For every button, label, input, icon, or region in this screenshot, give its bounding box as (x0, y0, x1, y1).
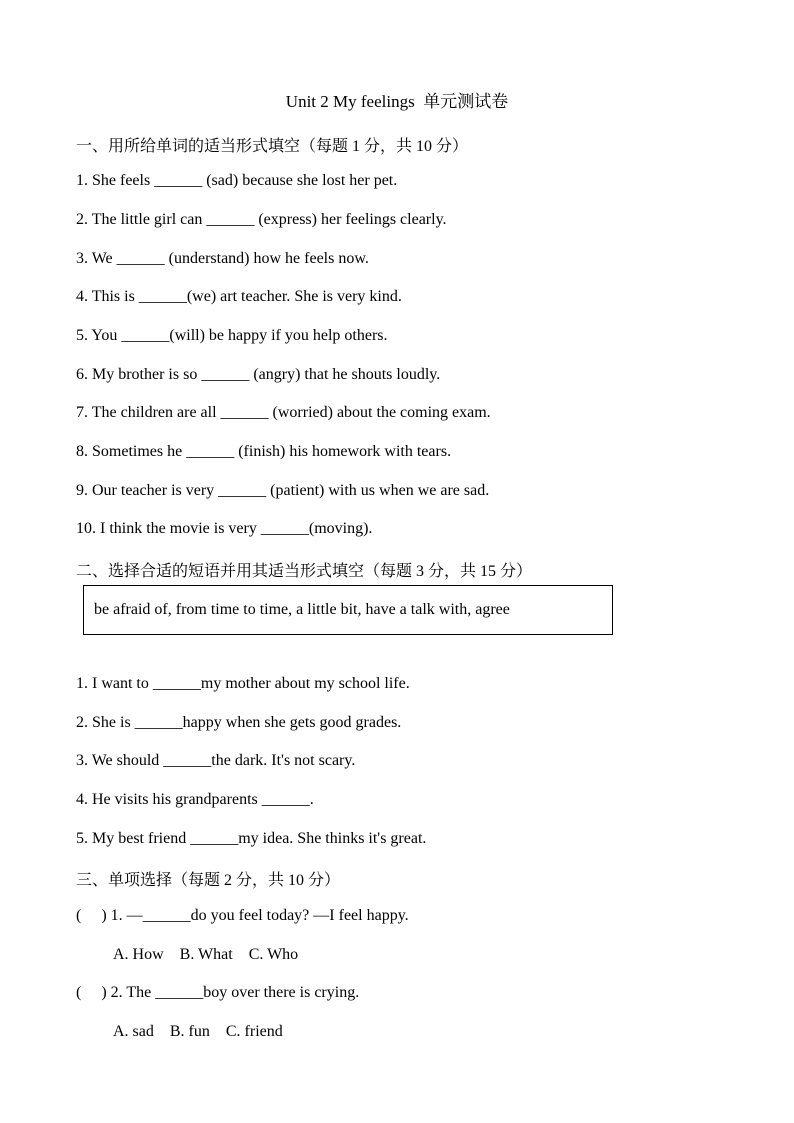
question-line: 5. You ______(will) be happy if you help others. (76, 327, 388, 344)
question-line: 3. We ______ (understand) how he feels now. (76, 250, 369, 267)
section-2-heading: 二、选择合适的短语并用其适当形式填空（每题 3 分，共 15 分） (76, 563, 533, 580)
question-line: 4. This is ______(we) art teacher. She is very kind. (76, 288, 402, 305)
question-line: 1. I want to ______my mother about my school life. (76, 675, 410, 692)
question-line: 5. My best friend ______my idea. She thinks it's great. (76, 830, 427, 847)
question-line: 1. She feels ______ (sad) because she lost her pet. (76, 172, 398, 189)
question-line: 3. We should ______the dark. It's not scary. (76, 752, 356, 769)
mc-question-stem: ( ) 1. —______do you feel today? —I feel happy. (76, 907, 409, 924)
question-line: 10. I think the movie is very ______(moving). (76, 520, 373, 537)
phrase-bank-text: be afraid of, from time to time, a little bit, have a talk with, agree (94, 601, 510, 618)
section-1-heading: 一、用所给单词的适当形式填空（每题 1 分，共 10 分） (76, 138, 469, 155)
section-3-heading: 三、单项选择（每题 2 分，共 10 分） (76, 872, 341, 889)
question-line: 2. She is ______happy when she gets good grades. (76, 714, 402, 731)
phrase-bank-box (83, 585, 613, 635)
mc-options: A. sad B. fun C. friend (113, 1023, 283, 1040)
mc-options: A. How B. What C. Who (113, 946, 299, 963)
mc-question-stem: ( ) 2. The ______boy over there is crying. (76, 984, 360, 1001)
question-line: 4. He visits his grandparents ______. (76, 791, 314, 808)
question-line: 6. My brother is so ______ (angry) that he shouts loudly. (76, 366, 441, 383)
page-title: Unit 2 My feelings 单元测试卷 (285, 92, 509, 111)
question-line: 7. The children are all ______ (worried) about the coming exam. (76, 404, 491, 421)
question-line: 8. Sometimes he ______ (finish) his homework with tears. (76, 443, 452, 460)
question-line: 2. The little girl can ______ (express) her feelings clearly. (76, 211, 447, 228)
question-line: 9. Our teacher is very ______ (patient) with us when we are sad. (76, 482, 490, 499)
